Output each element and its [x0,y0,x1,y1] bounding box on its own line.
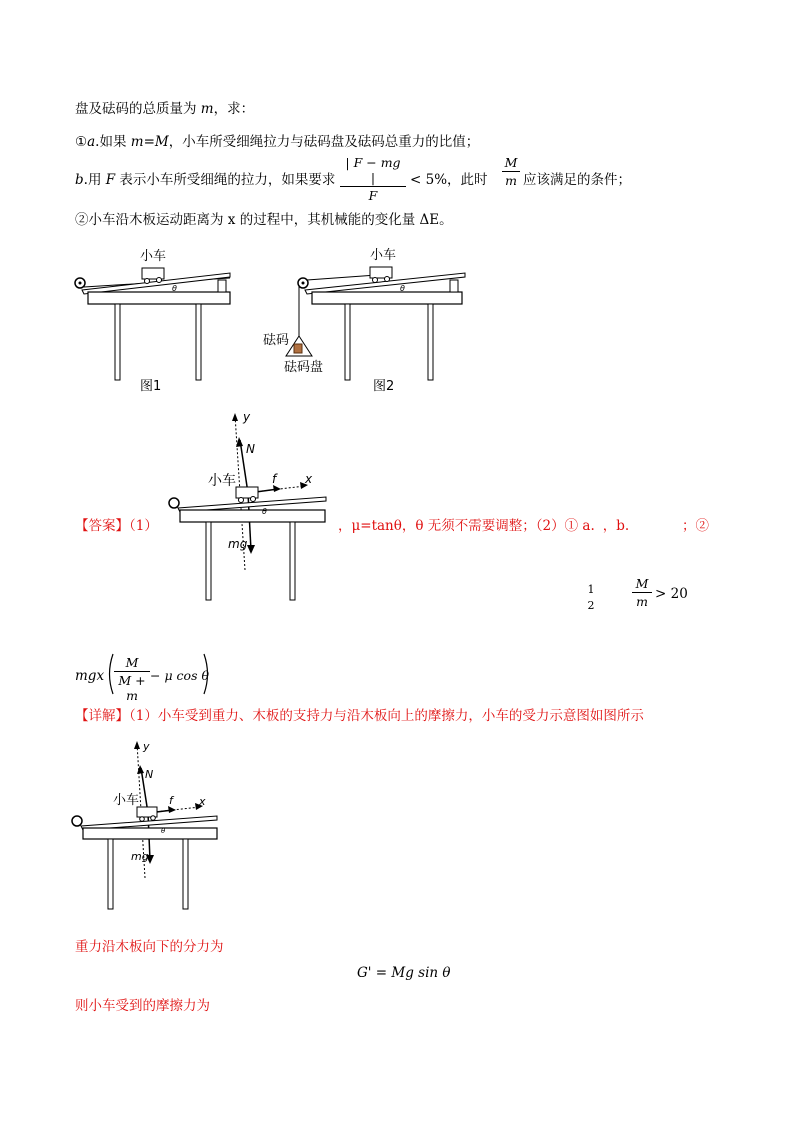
inequality [410,170,488,190]
denominator: F [368,188,378,203]
label-y: y [143,740,150,753]
text: （1） [129,518,158,534]
cart-wheel [151,816,156,821]
fig1-theta: θ [172,284,177,293]
answer-tag: 【答案】 [75,518,129,534]
table-leg [345,304,350,380]
detail-tag: 【详解】 [75,708,129,724]
table-leg [115,304,120,380]
left-paren [110,654,114,694]
answer-line-mid [338,516,629,536]
letter-a: a [87,134,96,150]
label-f: f [169,794,173,807]
cart-icon [236,487,258,498]
text: ，μ=tanθ，θ 无须不需要调整；（2）① a. [338,518,595,534]
circle-1: ① [75,134,88,150]
energy-fraction [114,655,150,703]
support-block [450,280,458,292]
figure-1 [75,249,230,394]
letter-b: b [75,172,84,188]
label-x: x [199,795,206,808]
label-N: N [246,442,255,456]
fig2-weight-label: 砝码 [263,333,290,348]
energy-prefix [75,666,104,686]
detail-line-3 [75,996,210,1016]
fig2-caption: 图2 [373,379,395,394]
text: .用 [83,172,106,188]
friction-arrow [168,806,176,813]
question-part-c [75,210,453,230]
numerator: M [504,155,518,170]
label-theta: θ [262,507,267,516]
label-mg: mg [228,537,248,551]
fig2-pan-label: 砝码盘 [284,360,324,375]
detail-line-2 [75,937,224,957]
table-leg [108,839,113,909]
answer-line [75,516,158,536]
text: 应该满足的条件； [523,172,631,188]
table-top [88,292,230,304]
text: （1）小车受到重力、木板的支持力与沿木板向上的摩擦力，小车的受力示意图如图所示 [129,708,644,724]
text: ；② [682,518,709,534]
text: ②小车沿木板运动距离为 x 的过程中，其机械能的变化量 ΔE。 [75,212,453,228]
fig2-theta: θ [400,284,405,293]
friction-arrow [273,485,281,492]
normal-arrow [137,765,144,774]
text: .如果 [95,134,131,150]
table-top [180,510,325,522]
cart-icon [142,268,164,279]
table-leg [206,522,211,600]
cart-wheel [140,817,145,822]
label-f: f [272,472,277,486]
fig1-car-label: 小车 [140,249,167,264]
fraction-bar [114,671,150,672]
detail-formula [357,963,451,983]
var-m: m [200,101,214,117]
text: − μ cos θ [150,668,209,683]
cart-wheel [157,278,162,283]
table-leg [196,304,201,380]
var-F: F [105,172,116,188]
weight-icon [294,344,302,353]
pulley-icon [72,816,82,826]
label-theta: θ [161,827,166,835]
text: ，此时 [447,172,488,188]
y-arrow [232,413,238,421]
table-top [312,292,462,304]
text: 重力沿木板向下的分力为 [75,939,224,955]
label-x: x [305,472,313,486]
force-diagram-detail [65,738,225,913]
figures-1-2 [60,240,490,400]
fraction-bar [340,186,406,187]
question-part-a [75,132,479,152]
fraction-F-mg [340,155,406,203]
label-N: N [145,768,154,781]
cond-rhs [655,584,688,604]
fraction-M-m [502,155,520,188]
fraction-bar [584,597,598,598]
text: ，b. [602,518,630,534]
text: mgx [75,668,105,684]
label-car: 小车 [208,473,236,489]
formula: G' = Mg sin θ [357,965,451,981]
fraction-bar [632,592,652,593]
y-arrow [134,741,140,749]
pulley-axle [79,282,82,285]
cart-wheel [385,277,390,282]
support-block [218,280,226,292]
table-leg [428,304,433,380]
denominator: m [505,173,517,188]
table-top [83,828,217,839]
numerator: | F − mg | [345,155,401,185]
numerator: M [635,576,649,591]
question-part-b [75,170,335,190]
force-diagram-answer [160,405,335,605]
cart-wheel [145,279,150,284]
denominator: 2 [587,599,595,612]
text: ，小车所受细绳拉力与砝码盘及砝码总重力的比值； [168,134,480,150]
fraction-half [584,583,598,612]
fig2-car-label: 小车 [370,248,397,263]
cart-icon [370,267,392,278]
denominator: M + m [118,673,146,703]
pulley-axle [302,282,305,285]
text: > 20 [655,586,688,602]
ineq: < 5% [410,172,448,188]
fig1-caption: 图1 [140,379,162,394]
fraction-bar [502,171,520,172]
cart-wheel [251,497,256,502]
cart-wheel [239,498,244,503]
cond: m=M [130,134,169,150]
text: ，求： [213,101,255,117]
energy-rest [150,666,209,686]
figure-2 [263,248,465,394]
label-mg: mg [131,850,149,863]
numerator: 1 [587,583,595,596]
text: 盘及砝码的总质量为 [75,101,201,117]
question-part-b-end [523,170,631,190]
cart-wheel [373,278,378,283]
fraction-M-over-m [632,576,652,609]
numerator: M [125,655,139,670]
label-car: 小车 [113,793,140,808]
text: 则小车受到的摩擦力为 [75,998,210,1014]
answer-line-tail [682,516,709,536]
gravity-arrow [247,545,255,554]
detail-line [75,706,644,726]
pulley-icon [169,498,179,508]
table-leg [183,839,188,909]
text: 表示小车所受细绳的拉力，如果要求 [115,172,336,188]
table-leg [290,522,295,600]
label-y: y [243,410,251,424]
question-line-1 [75,99,254,119]
denominator: m [636,594,648,609]
